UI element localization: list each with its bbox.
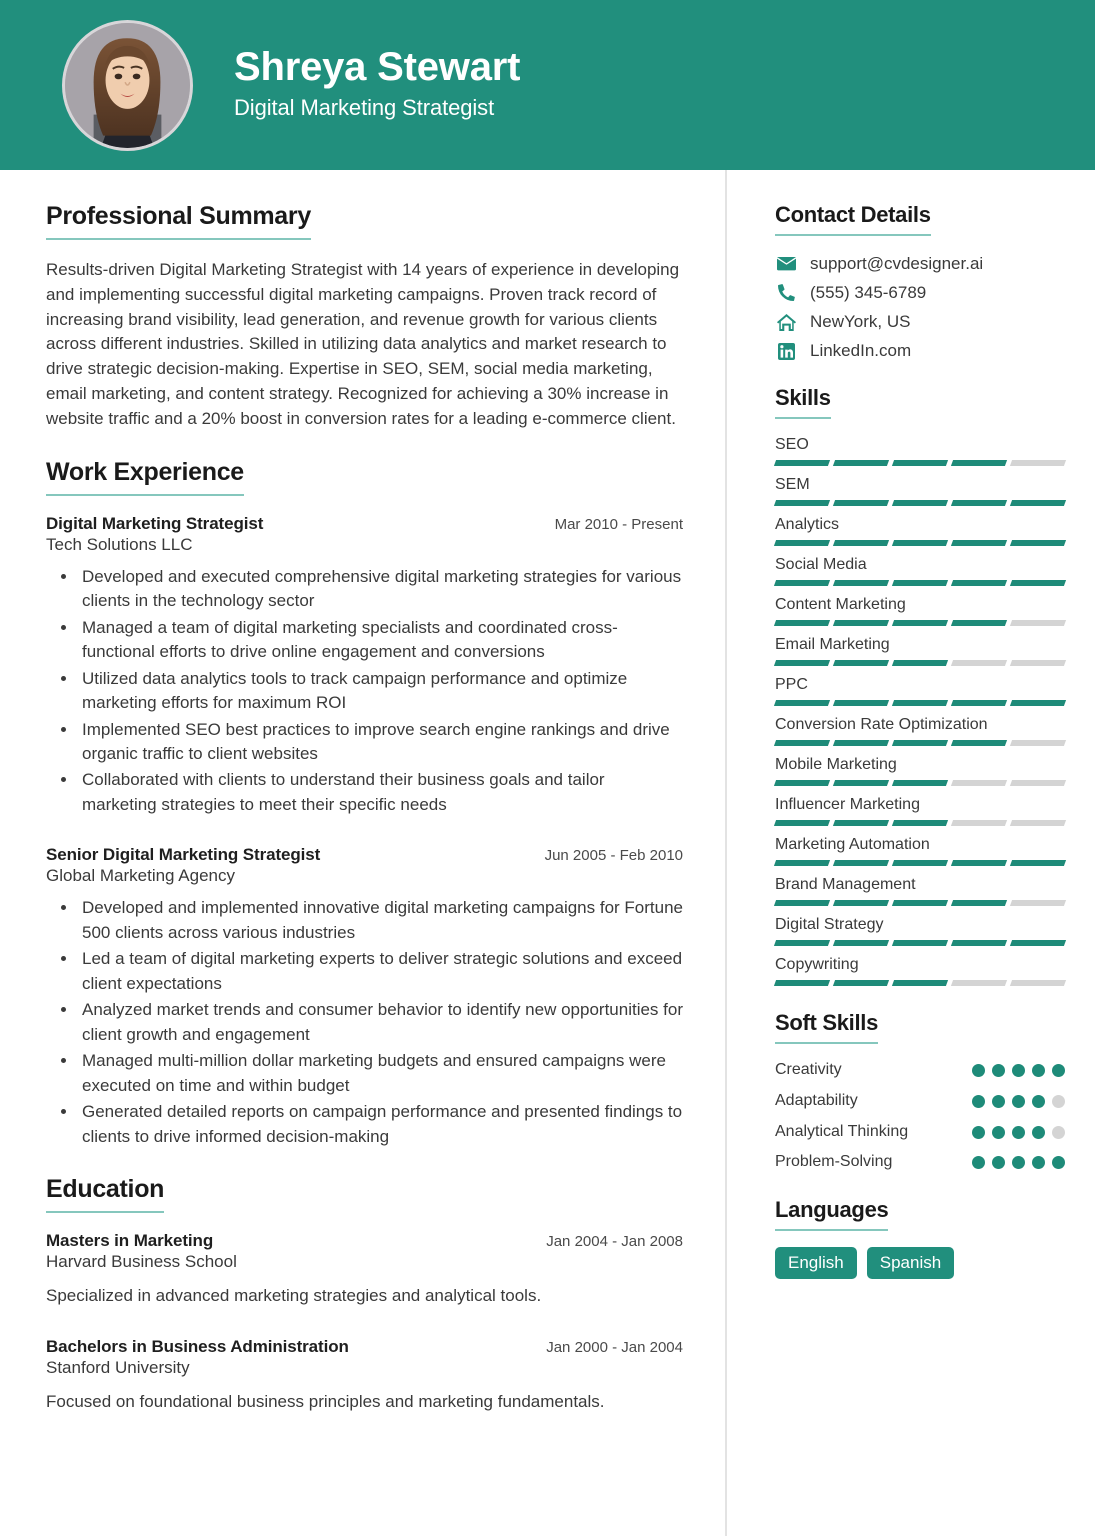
skill-item — [775, 635, 1065, 666]
soft-skill-row — [775, 1060, 1065, 1081]
skill-level-bar — [775, 620, 1065, 626]
skill-item — [775, 755, 1065, 786]
work-entry-header — [46, 845, 683, 865]
soft-skill-name: Creativity — [775, 1061, 842, 1078]
skill-bar-segment — [833, 780, 889, 786]
skill-item — [775, 475, 1065, 506]
soft-skill-rating — [972, 1122, 1065, 1139]
profile-photo-illustration — [65, 23, 190, 148]
rating-dot — [992, 1095, 1005, 1108]
soft-skill-name: Adaptability — [775, 1091, 858, 1109]
skill-bar-segment — [833, 940, 889, 946]
skill-name: Social Media — [775, 556, 867, 573]
rating-dot — [1052, 1126, 1065, 1139]
skill-level-bar — [775, 780, 1065, 786]
skill-bar-segment — [951, 740, 1007, 746]
skill-name: Mobile Marketing — [775, 756, 897, 773]
skill-bar-segment — [833, 980, 889, 986]
section-title-summary: Professional Summary — [46, 202, 311, 240]
rating-dot — [1032, 1095, 1045, 1108]
skill-item — [775, 515, 1065, 546]
education-degree: Bachelors in Business Administration — [46, 1336, 349, 1356]
language-list — [775, 1247, 1065, 1279]
skill-bar-segment — [1010, 500, 1066, 506]
skill-bar-segment — [1010, 700, 1066, 706]
skill-bar-segment — [892, 660, 948, 666]
work-entry-bullets — [46, 896, 683, 1149]
education-school: Stanford University — [46, 1357, 190, 1377]
skill-item — [775, 835, 1065, 866]
main-column — [0, 170, 727, 1536]
education-degree: Masters in Marketing — [46, 1231, 214, 1251]
skill-level-bar — [775, 500, 1065, 506]
candidate-name: Shreya Stewart — [234, 44, 521, 89]
entry-spacer — [46, 823, 683, 845]
bullet-item: • Developed and implemented innovative digital marketing campaigns for Fortune 500 clients across various industries — [78, 896, 683, 945]
education-entry-header — [46, 1337, 683, 1357]
contact-row[interactable] — [775, 254, 1065, 274]
contact-value: NewYork, US — [810, 312, 911, 331]
skill-bar-segment — [892, 620, 948, 626]
rating-dot — [972, 1156, 985, 1169]
soft-skill-rating — [972, 1091, 1065, 1108]
bullet-item: • Managed a team of digital marketing specialists and coordinated cross-functional efforts to drive online engagement and conversions — [78, 616, 683, 665]
skill-item — [775, 875, 1065, 906]
skill-level-bar — [775, 940, 1065, 946]
entry-spacer — [46, 1315, 683, 1337]
contact-row[interactable] — [775, 283, 1065, 303]
skill-bar-segment — [892, 460, 948, 466]
soft-skill-row — [775, 1091, 1065, 1112]
skill-bar-segment — [774, 860, 830, 866]
skill-bar-segment — [892, 780, 948, 786]
skill-bar-segment — [892, 900, 948, 906]
section-languages — [775, 1197, 1065, 1279]
skill-name: Content Marketing — [775, 596, 906, 613]
skill-bar-segment — [1010, 580, 1066, 586]
contact-value: (555) 345-6789 — [810, 283, 927, 302]
skill-bar-segment — [774, 500, 830, 506]
section-title-contact: Contact Details — [775, 202, 931, 236]
skill-bar-segment — [892, 540, 948, 546]
soft-skill-row — [775, 1122, 1065, 1143]
skill-bar-segment — [1010, 940, 1066, 946]
skill-bar-segment — [951, 620, 1007, 626]
rating-dot — [1012, 1126, 1025, 1139]
rating-dot — [972, 1064, 985, 1077]
header-text — [234, 45, 520, 126]
contact-value: LinkedIn.com — [810, 341, 912, 360]
skill-name: Influencer Marketing — [775, 796, 920, 813]
skill-bar-segment — [892, 500, 948, 506]
language-chip: English — [775, 1247, 857, 1279]
work-entry-company: Tech Solutions LLC — [46, 534, 193, 554]
soft-skill-rating — [972, 1060, 1065, 1077]
skill-level-bar — [775, 980, 1065, 986]
skill-bar-segment — [774, 620, 830, 626]
bullet-item: • Generated detailed reports on campaign performance and presented findings to clients to drive informed decision-making — [78, 1100, 683, 1149]
soft-skill-rating — [972, 1152, 1065, 1169]
work-entry-role: Digital Marketing Strategist — [46, 513, 264, 533]
section-title-skills: Skills — [775, 385, 831, 419]
home-icon — [775, 312, 797, 332]
rating-dot — [1032, 1156, 1045, 1169]
rating-dot — [992, 1126, 1005, 1139]
rating-dot — [992, 1156, 1005, 1169]
skill-bar-segment — [892, 980, 948, 986]
skill-bar-segment — [833, 500, 889, 506]
education-description: Focused on foundational business principles and marketing fundamentals. — [46, 1391, 605, 1411]
skill-bar-segment — [833, 540, 889, 546]
skill-level-bar — [775, 740, 1065, 746]
skill-bar-segment — [1010, 980, 1066, 986]
skill-bar-segment — [951, 860, 1007, 866]
phone-icon — [775, 283, 797, 303]
work-entry-role: Senior Digital Marketing Strategist — [46, 845, 321, 865]
skill-bar-segment — [1010, 460, 1066, 466]
skill-bar-segment — [833, 820, 889, 826]
skill-bar-segment — [774, 460, 830, 466]
skill-name: Digital Strategy — [775, 916, 884, 933]
rating-dot — [1012, 1095, 1025, 1108]
skill-bar-segment — [774, 540, 830, 546]
education-entry-list — [46, 1231, 683, 1414]
section-title-languages: Languages — [775, 1197, 888, 1231]
skill-bar-segment — [951, 900, 1007, 906]
skill-bar-segment — [1010, 540, 1066, 546]
work-entry — [46, 845, 683, 1149]
skill-bar-segment — [1010, 900, 1066, 906]
language-chip: Spanish — [867, 1247, 954, 1279]
skill-item — [775, 955, 1065, 986]
skill-name: SEO — [775, 436, 809, 453]
skill-bar-segment — [833, 700, 889, 706]
work-entry-header — [46, 514, 683, 534]
skill-level-bar — [775, 540, 1065, 546]
skill-bar-segment — [774, 900, 830, 906]
resume-header — [0, 0, 1095, 170]
skill-list — [775, 435, 1065, 986]
contact-row[interactable] — [775, 312, 1065, 332]
skill-item — [775, 715, 1065, 746]
education-entry-header — [46, 1231, 683, 1251]
bullet-item: • Analyzed market trends and consumer behavior to identify new opportunities for client growth and engagement — [78, 998, 683, 1047]
summary-text: Results-driven Digital Marketing Strategist with 14 years of experience in developing and implementing successful digital marketing campaigns. Proven track record of increasing brand visibility, lead generation, and revenue growth for various clients across different industries. Skilled in utilizing data analytics and market research to drive strategic decision-making. Expertise in SEO, SEM, social media marketing, email marketing, and content strategy. Recognized for achieving a 30% increase in website traffic and a 20% boost in conversion rates for a leading e-commerce client. — [46, 260, 680, 428]
rating-dot — [992, 1064, 1005, 1077]
skill-bar-segment — [833, 460, 889, 466]
bullet-item: • Managed multi-million dollar marketing budgets and ensured campaigns were executed on time and within budget — [78, 1049, 683, 1098]
skill-bar-segment — [774, 940, 830, 946]
section-contact-details — [775, 202, 1065, 361]
skill-item — [775, 675, 1065, 706]
skill-level-bar — [775, 660, 1065, 666]
skill-item — [775, 555, 1065, 586]
skill-bar-segment — [1010, 660, 1066, 666]
avatar — [62, 20, 193, 151]
candidate-job-title: Digital Marketing Strategist — [234, 95, 495, 121]
skill-bar-segment — [951, 700, 1007, 706]
envelope-icon — [775, 254, 797, 274]
skill-name: Conversion Rate Optimization — [775, 716, 988, 733]
skill-bar-segment — [774, 780, 830, 786]
skill-name: Email Marketing — [775, 636, 890, 653]
skill-level-bar — [775, 700, 1065, 706]
education-entry — [46, 1231, 683, 1309]
skill-bar-segment — [951, 540, 1007, 546]
bullet-item: • Collaborated with clients to understand their business goals and tailor marketing strategies to meet their specific needs — [78, 768, 683, 817]
skill-bar-segment — [774, 740, 830, 746]
section-professional-summary — [46, 202, 683, 432]
section-work-experience — [46, 458, 683, 1149]
skill-bar-segment — [833, 900, 889, 906]
skill-bar-segment — [951, 500, 1007, 506]
skill-bar-segment — [774, 660, 830, 666]
skill-bar-segment — [951, 460, 1007, 466]
skill-bar-segment — [1010, 780, 1066, 786]
skill-bar-segment — [951, 820, 1007, 826]
section-title-soft-skills: Soft Skills — [775, 1010, 878, 1044]
rating-dot — [1032, 1064, 1045, 1077]
skill-name: SEM — [775, 476, 810, 493]
skill-bar-segment — [951, 660, 1007, 666]
skill-name: Copywriting — [775, 956, 859, 973]
section-skills — [775, 385, 1065, 986]
skill-name: Analytics — [775, 516, 840, 533]
skill-bar-segment — [892, 860, 948, 866]
skill-bar-segment — [774, 980, 830, 986]
resume-body — [0, 170, 1095, 1536]
skill-bar-segment — [951, 940, 1007, 946]
soft-skill-list — [775, 1060, 1065, 1173]
skill-bar-segment — [892, 580, 948, 586]
education-entry — [46, 1337, 683, 1415]
section-education — [46, 1175, 683, 1414]
section-title-education: Education — [46, 1175, 164, 1213]
contact-row[interactable] — [775, 341, 1065, 361]
work-entry — [46, 514, 683, 818]
skill-bar-segment — [951, 980, 1007, 986]
skill-bar-segment — [892, 940, 948, 946]
skill-item — [775, 435, 1065, 466]
skill-level-bar — [775, 820, 1065, 826]
skill-item — [775, 795, 1065, 826]
bullet-item: • Utilized data analytics tools to track campaign performance and optimize marketing efforts for maximum ROI — [78, 667, 683, 716]
skill-bar-segment — [774, 820, 830, 826]
section-soft-skills — [775, 1010, 1065, 1173]
skill-bar-segment — [774, 580, 830, 586]
skill-level-bar — [775, 900, 1065, 906]
soft-skill-name: Problem-Solving — [775, 1153, 893, 1171]
rating-dot — [1052, 1156, 1065, 1169]
skill-level-bar — [775, 580, 1065, 586]
skill-level-bar — [775, 860, 1065, 866]
contact-list — [775, 254, 1065, 361]
side-column — [727, 170, 1095, 1536]
rating-dot — [1052, 1095, 1065, 1108]
skill-bar-segment — [892, 820, 948, 826]
bullet-item: • Led a team of digital marketing experts to deliver strategic solutions and exceed client expectations — [78, 947, 683, 996]
work-entry-company: Global Marketing Agency — [46, 866, 235, 886]
soft-skill-row — [775, 1152, 1065, 1173]
skill-bar-segment — [1010, 860, 1066, 866]
rating-dot — [1012, 1064, 1025, 1077]
skill-bar-segment — [951, 580, 1007, 586]
skill-bar-segment — [833, 860, 889, 866]
skill-bar-segment — [833, 740, 889, 746]
bullet-item: • Developed and executed comprehensive digital marketing strategies for various clients in the technology sector — [78, 565, 683, 614]
skill-bar-segment — [833, 620, 889, 626]
rating-dot — [972, 1126, 985, 1139]
bullet-item: • Implemented SEO best practices to improve search engine rankings and drive organic traffic to client websites — [78, 718, 683, 767]
skill-bar-segment — [1010, 820, 1066, 826]
contact-value: support@cvdesigner.ai — [810, 254, 984, 273]
skill-item — [775, 595, 1065, 626]
education-date: Jan 2000 - Jan 2004 — [546, 1338, 683, 1356]
work-entry-list — [46, 514, 683, 1149]
rating-dot — [1032, 1126, 1045, 1139]
skill-bar-segment — [833, 660, 889, 666]
work-entry-date: Mar 2010 - Present — [554, 515, 683, 533]
skill-bar-segment — [1010, 740, 1066, 746]
skill-name: Brand Management — [775, 876, 916, 893]
work-entry-date: Jun 2005 - Feb 2010 — [544, 847, 683, 865]
section-title-work: Work Experience — [46, 458, 244, 496]
skill-bar-segment — [892, 740, 948, 746]
rating-dot — [1052, 1064, 1065, 1077]
skill-bar-segment — [833, 580, 889, 586]
rating-dot — [1012, 1156, 1025, 1169]
skill-bar-segment — [1010, 620, 1066, 626]
linkedin-icon — [775, 341, 797, 361]
education-date: Jan 2004 - Jan 2008 — [546, 1233, 683, 1251]
skill-bar-segment — [951, 780, 1007, 786]
skill-name: Marketing Automation — [775, 836, 930, 853]
skill-name: PPC — [775, 676, 808, 693]
rating-dot — [972, 1095, 985, 1108]
soft-skill-name: Analytical Thinking — [775, 1122, 909, 1140]
skill-level-bar — [775, 460, 1065, 466]
skill-bar-segment — [774, 700, 830, 706]
education-school: Harvard Business School — [46, 1252, 237, 1272]
work-entry-bullets — [46, 565, 683, 818]
skill-bar-segment — [892, 700, 948, 706]
skill-item — [775, 915, 1065, 946]
education-description: Specialized in advanced marketing strategies and analytical tools. — [46, 1286, 542, 1306]
